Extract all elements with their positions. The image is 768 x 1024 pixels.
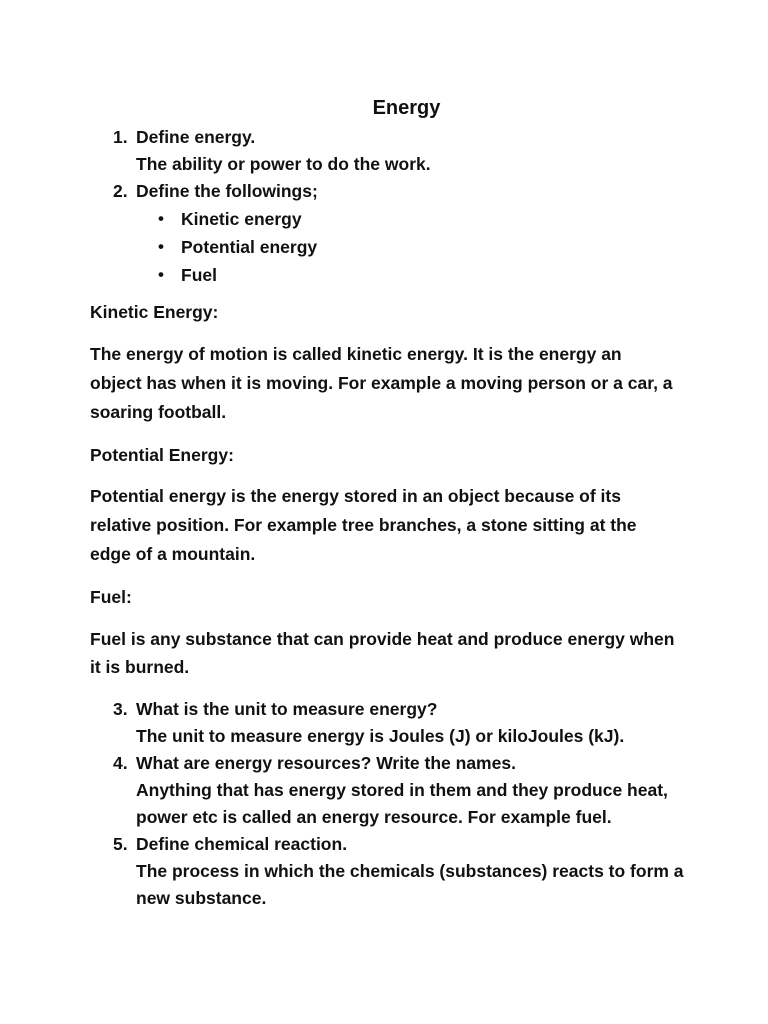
fuel-heading: Fuel: [90, 587, 132, 607]
q2-bullet-item: Potential energy [181, 237, 318, 257]
bullet-icon: • [158, 237, 164, 256]
bullet-icon: • [158, 209, 164, 228]
q4-answer: Anything that has energy stored in them and they produce heat, [136, 780, 668, 800]
kinetic-line: soaring football. [90, 402, 227, 422]
potential-line: Potential energy is the energy stored in an object because of its [90, 486, 621, 506]
q3-answer: The unit to measure energy is Joules (J) or kiloJoules (kJ). [136, 726, 625, 746]
kinetic-line: object has when it is moving. For example a moving person or a car, a [90, 373, 673, 393]
potential-line: edge of a mountain. [90, 544, 256, 564]
q3-question: What is the unit to measure energy? [136, 699, 438, 719]
q4-answer: power etc is called an energy resource. For example fuel. [136, 807, 612, 827]
q4-number: 4. [113, 753, 128, 773]
bullet-icon: • [158, 265, 164, 284]
q2-bullet-item: Fuel [181, 265, 217, 285]
fuel-line: Fuel is any substance that can provide heat and produce energy when [90, 629, 675, 649]
q5-answer: new substance. [136, 888, 267, 908]
fuel-line: it is burned. [90, 657, 190, 677]
potential-line: relative position. For example tree branches, a stone sitting at the [90, 515, 637, 535]
q1-question: Define energy. [136, 127, 256, 147]
q5-question: Define chemical reaction. [136, 834, 348, 854]
q2-number: 2. [113, 181, 128, 201]
potential-heading: Potential Energy: [90, 445, 234, 465]
q4-question: What are energy resources? Write the names. [136, 753, 516, 773]
q1-answer: The ability or power to do the work. [136, 154, 431, 174]
q2-bullet-item: Kinetic energy [181, 209, 302, 229]
page-title: Energy [372, 97, 441, 119]
q1-number: 1. [113, 127, 128, 147]
q2-question: Define the followings; [136, 181, 318, 201]
kinetic-line: The energy of motion is called kinetic energy. It is the energy an [90, 344, 622, 364]
q3-number: 3. [113, 699, 128, 719]
q5-number: 5. [113, 834, 128, 854]
kinetic-heading: Kinetic Energy: [90, 302, 219, 322]
q5-answer: The process in which the chemicals (substances) reacts to form a [136, 861, 684, 881]
